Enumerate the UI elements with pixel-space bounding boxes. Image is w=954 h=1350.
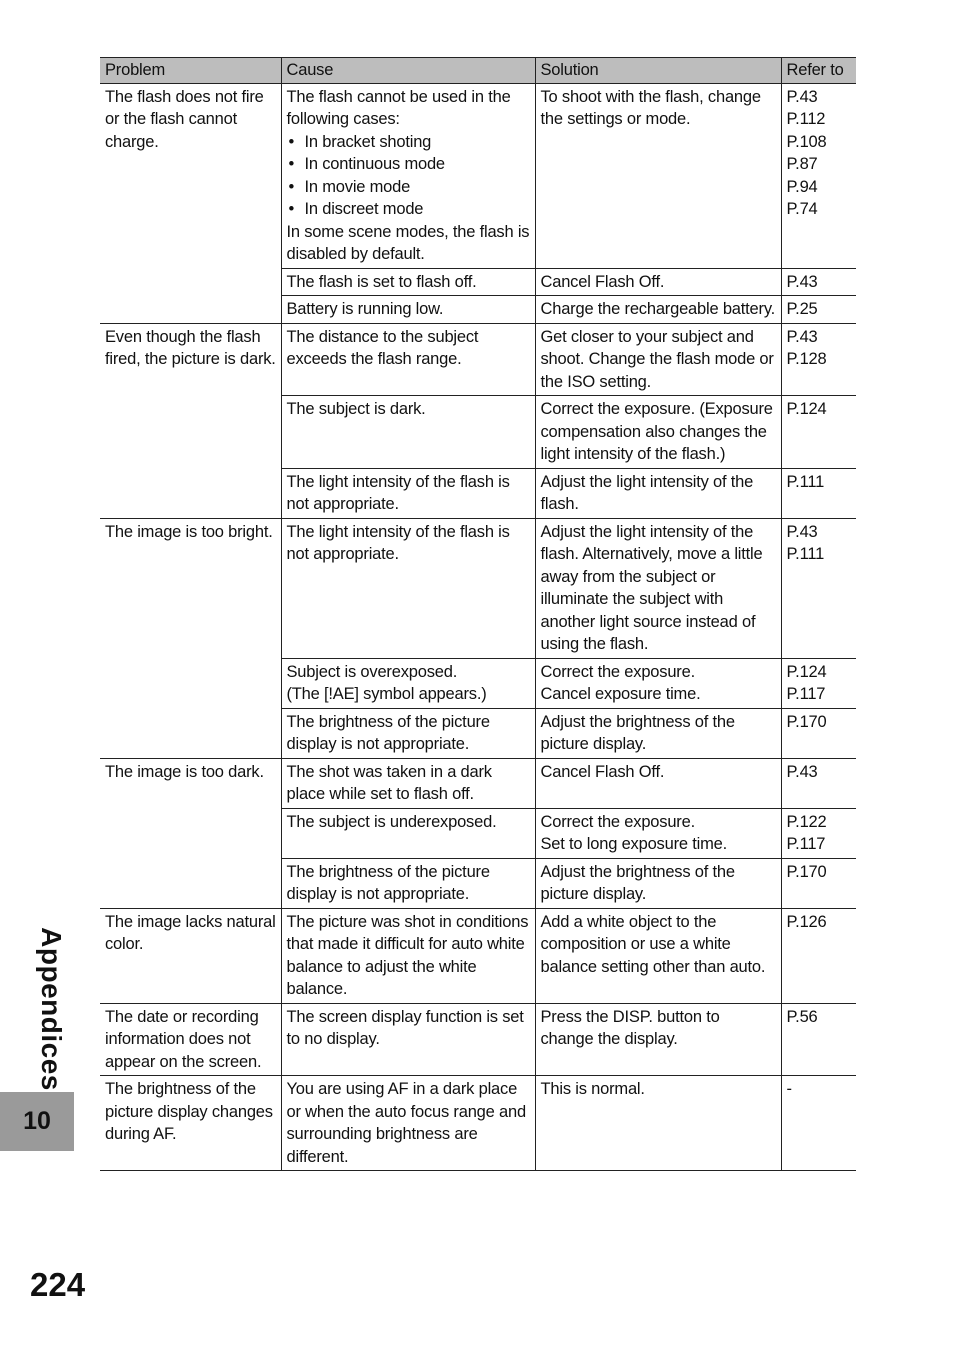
- solution-cell: [535, 758, 781, 808]
- refer-cell: [781, 296, 856, 324]
- cause-cell: The picture was shot in conditions that made it difficult for auto white balance to adjust the white balance.: [281, 908, 535, 1003]
- solution-cell: [535, 1076, 781, 1171]
- refer-cell: [781, 808, 856, 858]
- solution-cell: [535, 858, 781, 908]
- cause-cell: The screen display function is set to no display.: [281, 1003, 535, 1076]
- page-reference: P.126: [786, 912, 827, 931]
- page-reference: -: [786, 1080, 792, 1098]
- page-reference: P.74: [786, 200, 818, 218]
- page-number: 224: [30, 1266, 86, 1303]
- table-header-row: [100, 58, 856, 84]
- table-row: [100, 323, 856, 396]
- solution-cell: [535, 83, 781, 268]
- cause-bullet-list: [287, 131, 531, 221]
- page-reference: P.56: [786, 1007, 818, 1026]
- page-reference: P.112: [786, 110, 826, 128]
- page-reference: P.170: [786, 712, 827, 731]
- section-tab-text: Appendices: [36, 927, 68, 1091]
- cause-note: In some scene modes, the flash is disabled by default.: [286, 222, 530, 263]
- problem-cell: The image lacks natural color.: [100, 908, 281, 1003]
- cause-cell: The brightness of the picture display is not appropriate.: [281, 708, 535, 758]
- cause-cell: You are using AF in a dark place or when the auto focus range and surrounding brightness are different.: [281, 1076, 535, 1171]
- solution-cell: [535, 396, 781, 469]
- header-cause: Cause: [281, 58, 535, 84]
- page-reference: P.108: [786, 132, 827, 151]
- cause-cell: The distance to the subject exceeds the flash range.: [281, 323, 535, 396]
- cause-intro: The flash cannot be used in the following cases:: [286, 87, 511, 128]
- cause-cell: The shot was taken in a dark place while set to flash off.: [281, 758, 535, 808]
- page-reference: P.43: [786, 327, 818, 346]
- page-reference: P.117: [786, 685, 826, 703]
- solution-line: Set to long exposure time.: [540, 835, 727, 853]
- problem-cell: Even though the flash fired, the picture is dark.: [100, 323, 281, 518]
- solution-line: Adjust the brightness of the picture display.: [540, 712, 735, 753]
- solution-cell: [535, 296, 781, 324]
- problem-cell: The image is too bright.: [100, 518, 281, 758]
- refer-cell: [781, 1003, 856, 1076]
- problem-cell: The brightness of the picture display changes during AF.: [100, 1076, 281, 1171]
- refer-cell: [781, 396, 856, 469]
- page-reference: P.122: [786, 812, 827, 831]
- solution-cell: [535, 808, 781, 858]
- refer-cell: [781, 518, 856, 658]
- refer-cell: [781, 908, 856, 1003]
- solution-line: Press the DISP. button to change the display.: [540, 1007, 720, 1048]
- solution-cell: [535, 468, 781, 518]
- page-reference: P.124: [786, 662, 827, 681]
- page-reference: P.43: [786, 762, 818, 781]
- table-row: [100, 518, 856, 658]
- page-reference: P.25: [786, 300, 818, 318]
- page-reference: P.43: [786, 522, 818, 541]
- page-reference: P.128: [786, 350, 827, 368]
- page-reference: P.117: [786, 835, 826, 853]
- page-reference: P.111: [786, 472, 825, 491]
- solution-line: This is normal.: [540, 1080, 645, 1098]
- page-reference: P.43: [786, 272, 818, 291]
- refer-cell: [781, 268, 856, 296]
- solution-line: Correct the exposure.: [540, 662, 695, 681]
- refer-cell: [781, 708, 856, 758]
- header-problem: Problem: [100, 58, 281, 84]
- refer-cell: [781, 658, 856, 708]
- table-row: [100, 83, 856, 268]
- solution-line: Get closer to your subject and shoot. Change the flash mode or the ISO setting.: [540, 327, 774, 391]
- cause-cell: The brightness of the picture display is not appropriate.: [281, 858, 535, 908]
- table-row: [100, 758, 856, 808]
- cause-cell: The light intensity of the flash is not appropriate.: [281, 468, 535, 518]
- table-body: [100, 83, 856, 1171]
- cause-line: Subject is overexposed.: [286, 662, 458, 681]
- cause-bullet-item: • In bracket shoting: [287, 131, 531, 154]
- troubleshooting-table: [100, 57, 856, 1171]
- solution-cell: [535, 268, 781, 296]
- refer-cell: [781, 323, 856, 396]
- problem-cell: The image is too dark.: [100, 758, 281, 908]
- solution-line: Adjust the light intensity of the flash.: [540, 472, 754, 513]
- solution-line: Cancel exposure time.: [540, 685, 701, 703]
- section-tab-label: [28, 928, 74, 1090]
- chapter-number-tab: 10: [0, 1092, 74, 1151]
- table-row: [100, 1003, 856, 1076]
- header-refer-to: Refer to: [781, 58, 856, 84]
- header-solution: Solution: [535, 58, 781, 84]
- solution-cell: [535, 1003, 781, 1076]
- cause-cell: The subject is underexposed.: [281, 808, 535, 858]
- cause-line: (The [!AE] symbol appears.): [286, 685, 487, 703]
- solution-cell: [535, 658, 781, 708]
- refer-cell: [781, 758, 856, 808]
- solution-line: To shoot with the flash, change the settings or mode.: [540, 87, 761, 128]
- page-reference: P.87: [786, 155, 818, 173]
- solution-line: Correct the exposure. (Exposure compensation also changes the light intensity of the flash.): [540, 400, 773, 463]
- table-row: [100, 1076, 856, 1171]
- solution-line: Adjust the brightness of the picture display.: [540, 862, 735, 903]
- cause-bullet-item: • In discreet mode: [287, 198, 531, 221]
- cause-cell: [281, 658, 535, 708]
- solution-line: Adjust the light intensity of the flash. Alternatively, move a little away from the subject or illuminate the subject with another light source instead of using the flash.: [540, 522, 763, 653]
- page-reference: P.111: [786, 545, 825, 563]
- cause-cell: [281, 83, 535, 268]
- refer-cell: [781, 1076, 856, 1171]
- problem-cell: The flash does not fire or the flash cannot charge.: [100, 83, 281, 323]
- cause-bullet-item: • In movie mode: [287, 176, 531, 199]
- page-reference: P.43: [786, 87, 818, 106]
- cause-cell: The subject is dark.: [281, 396, 535, 469]
- solution-line: Charge the rechargeable battery.: [540, 300, 776, 318]
- solution-line: Correct the exposure.: [540, 812, 695, 831]
- solution-cell: [535, 323, 781, 396]
- page-reference: P.124: [786, 400, 827, 418]
- refer-cell: [781, 858, 856, 908]
- solution-line: Cancel Flash Off.: [540, 272, 665, 291]
- solution-cell: [535, 908, 781, 1003]
- page-reference: P.170: [786, 862, 827, 881]
- solution-line: Cancel Flash Off.: [540, 762, 665, 781]
- cause-cell: The flash is set to flash off.: [281, 268, 535, 296]
- solution-line: Add a white object to the composition or use a white balance setting other than auto.: [540, 912, 766, 976]
- cause-bullet-item: • In continuous mode: [287, 153, 531, 176]
- solution-cell: [535, 518, 781, 658]
- table-row: [100, 908, 856, 1003]
- problem-cell: The date or recording information does not appear on the screen.: [100, 1003, 281, 1076]
- page-reference: P.94: [786, 177, 818, 196]
- refer-cell: [781, 83, 856, 268]
- refer-cell: [781, 468, 856, 518]
- cause-cell: Battery is running low.: [281, 296, 535, 324]
- cause-cell: The light intensity of the flash is not appropriate.: [281, 518, 535, 658]
- solution-cell: [535, 708, 781, 758]
